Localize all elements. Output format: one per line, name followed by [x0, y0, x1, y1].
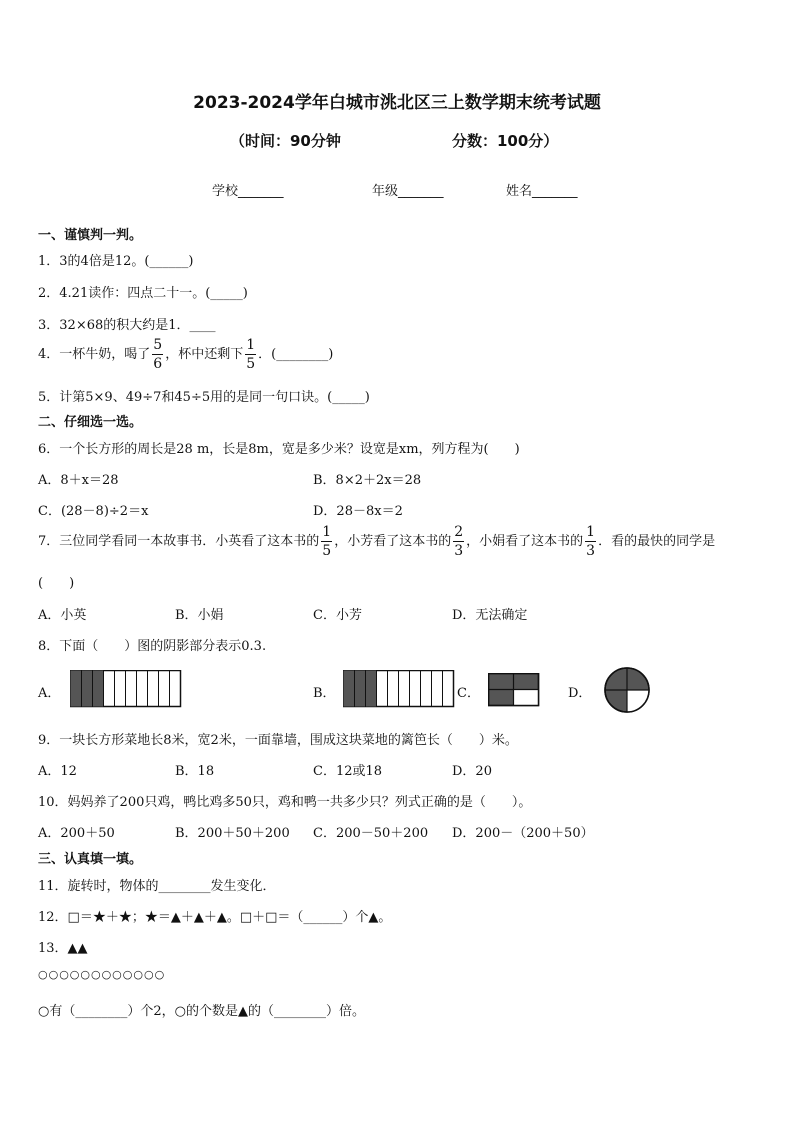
q7-option-a: A．小英	[38, 608, 87, 623]
q8-option-d: D．	[568, 686, 592, 701]
q9-option-c: C．12或18	[313, 764, 383, 779]
q4-text-c: ．(________)	[258, 347, 334, 362]
q7-option-c: C．小芳	[313, 608, 362, 623]
q7-fraction-1	[321, 525, 332, 558]
q7-f1-numerator: 1	[322, 524, 332, 540]
question-4	[38, 338, 333, 371]
q7-f2-denominator: 3	[454, 543, 464, 559]
q7-f1-denominator: 5	[322, 543, 332, 559]
q7-text-c: ，小娟看了这本书的	[466, 534, 584, 549]
q8-figure-a-bars	[70, 670, 182, 708]
question-6: 6．一个长方形的周长是28 m，长是8m，宽是多少米？设宽是xm，列方程为( )	[38, 442, 520, 457]
q7-option-d: D．无法确定	[452, 608, 528, 623]
q7-text-a: 7．三位同学看同一本故事书．小英看了这本书的	[38, 534, 320, 549]
q7-text-d: ．看的最快的同学是	[598, 534, 716, 549]
section-1-title: 一、谨慎判一判。	[38, 228, 143, 243]
q8-figure-b-bars	[343, 670, 455, 708]
q8-option-b: B．	[313, 686, 336, 701]
question-9: 9．一块长方形菜地长8米，宽2米，一面靠墙，围成这块菜地的篱笆长（ ）米。	[38, 733, 518, 748]
q8-option-a: A．	[38, 686, 61, 701]
question-10: 10．妈妈养了200只鸡，鸭比鸡多50只，鸡和鸭一共多少只？列式正确的是（ ）。	[38, 795, 532, 810]
q6-option-b: B．8×2＋2x＝28	[313, 473, 422, 488]
question-5: 5．计第5×9、49÷7和45÷5用的是同一句口诀。(_____)	[38, 390, 370, 405]
grade-field: 年级_______	[372, 184, 444, 199]
q4-f1-denominator: 6	[153, 356, 163, 372]
q9-option-d: D．20	[452, 764, 492, 779]
q10-option-b: B．200＋50＋200	[175, 826, 290, 841]
q10-option-a: A．200＋50	[38, 826, 115, 841]
exam-time: （时间：90分钟	[230, 132, 341, 150]
q7-option-b: B．小娟	[175, 608, 224, 623]
q6-option-c: C．(28－8)÷2＝x	[38, 504, 149, 519]
section-2-title: 二、仔细选一选。	[38, 415, 143, 430]
q4-fraction-2	[245, 338, 256, 371]
q4-f1-numerator: 5	[153, 337, 163, 353]
q9-option-b: B．18	[175, 764, 215, 779]
question-1: 1．3的4倍是12。(______)	[38, 254, 194, 269]
name-field: 姓名_______	[506, 184, 578, 199]
q7-text-b: ，小芳看了这本书的	[334, 534, 452, 549]
q7-f3-numerator: 1	[586, 524, 596, 540]
school-field: 学校_______	[212, 184, 284, 199]
q13-circles: ○○○○○○○○○○○○	[38, 968, 166, 981]
question-12: 12．□＝★＋★；★＝▲＋▲＋▲。□＋□＝（______）个▲。	[38, 910, 392, 925]
q8-option-c: C．	[457, 686, 480, 701]
q4-f2-numerator: 1	[246, 337, 256, 353]
question-7	[38, 525, 715, 558]
exam-score: 分数：100分）	[452, 132, 559, 150]
q9-option-a: A．12	[38, 764, 77, 779]
q8-figure-c-grid	[488, 673, 540, 707]
question-8: 8．下面（ ）图的阴影部分表示0.3.	[38, 639, 267, 654]
q7-fraction-3	[585, 525, 596, 558]
section-3-title: 三、认真填一填。	[38, 852, 143, 867]
question-2: 2．4.21读作：四点二十一。(_____)	[38, 286, 248, 301]
q4-f2-denominator: 5	[246, 356, 256, 372]
q7-f3-denominator: 3	[586, 543, 596, 559]
q6-option-d: D．28－8x＝2	[313, 504, 403, 519]
q10-option-d: D．200－（200＋50）	[452, 826, 594, 841]
question-13: 13．▲▲	[38, 941, 88, 956]
q10-option-c: C．200－50＋200	[313, 826, 429, 841]
q6-option-a: A．8＋x＝28	[38, 473, 119, 488]
q13-question-text: ○有（________）个2，○的个数是▲的（________）倍。	[38, 1004, 365, 1019]
q7-answer-paren: ( )	[38, 576, 75, 591]
q4-text-a: 4．一杯牛奶，喝了	[38, 347, 151, 362]
q4-text-b: ，杯中还剩下	[165, 347, 244, 362]
q4-fraction-1	[152, 338, 163, 371]
question-3: 3．32×68的积大约是1．____	[38, 318, 216, 333]
q7-fraction-2	[453, 525, 464, 558]
page-title: 2023-2024学年白城市洮北区三上数学期末统考试题	[193, 93, 601, 113]
q8-figure-d-circle	[603, 666, 651, 714]
q7-f2-numerator: 2	[454, 524, 464, 540]
question-11: 11．旋转时，物体的________发生变化．	[38, 879, 276, 894]
